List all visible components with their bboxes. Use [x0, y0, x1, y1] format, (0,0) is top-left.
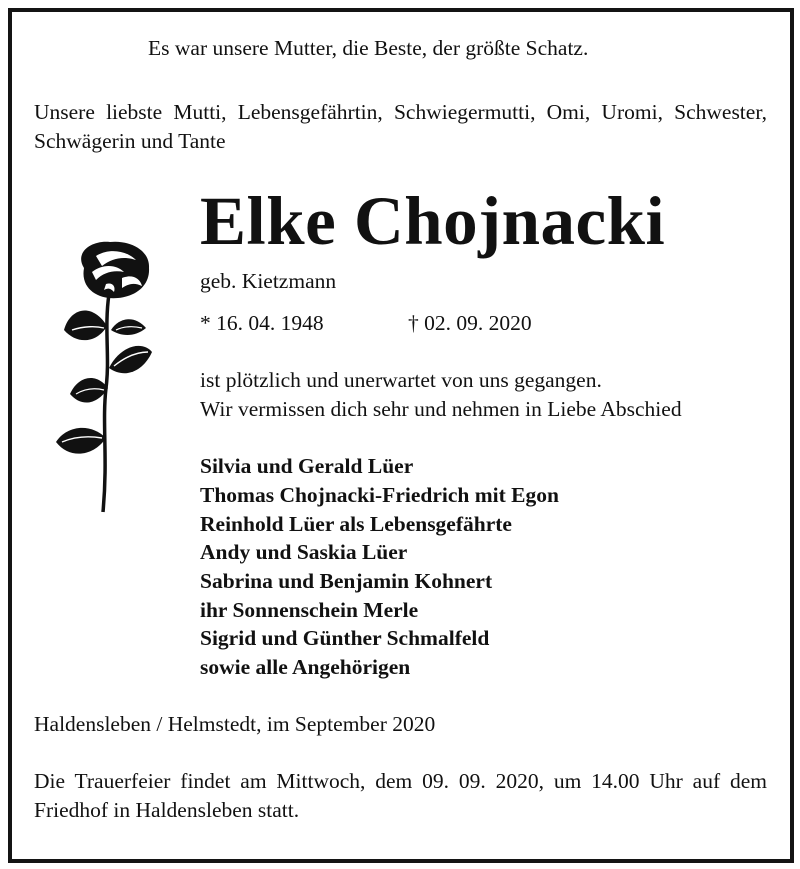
- intro-line: Es war unsere Mutter, die Beste, der größte Schatz.: [148, 36, 589, 60]
- message-line-1: ist plötzlich und unerwartet von uns gegangen.: [200, 368, 602, 392]
- mourner: ihr Sonnenschein Merle: [200, 598, 419, 622]
- relations-text: Unsere liebste Mutti, Lebensgefährtin, Schwiegermutti, Omi, Uromi, Schwester, Schwägerin und Tante: [34, 100, 767, 153]
- mourner: Andy und Saskia Lüer: [200, 540, 408, 564]
- birth-date: * 16. 04. 1948: [200, 311, 324, 335]
- message-line-2: Wir vermissen dich sehr und nehmen in Liebe Abschied: [200, 397, 682, 421]
- mourner: Sabrina und Benjamin Kohnert: [200, 569, 493, 593]
- death-date: † 02. 09. 2020: [408, 311, 532, 335]
- mourner: Sigrid und Günther Schmalfeld: [200, 626, 490, 650]
- place-date: Haldensleben / Helmstedt, im September 2020: [34, 712, 436, 736]
- mourner: Reinhold Lüer als Lebensgefährte: [200, 512, 512, 536]
- mourner: Thomas Chojnacki-Friedrich mit Egon: [200, 483, 559, 507]
- funeral-info: Die Trauerfeier findet am Mittwoch, dem 09. 09. 2020, um 14.00 Uhr auf dem Friedhof in Haldensleben statt.: [34, 769, 767, 822]
- maiden-name: geb. Kietzmann: [200, 269, 337, 293]
- rose-icon: [52, 238, 162, 514]
- deceased-name: Elke Chojnacki: [200, 183, 666, 259]
- mourner: Silvia und Gerald Lüer: [200, 454, 414, 478]
- mourner: sowie alle Angehörigen: [200, 655, 411, 679]
